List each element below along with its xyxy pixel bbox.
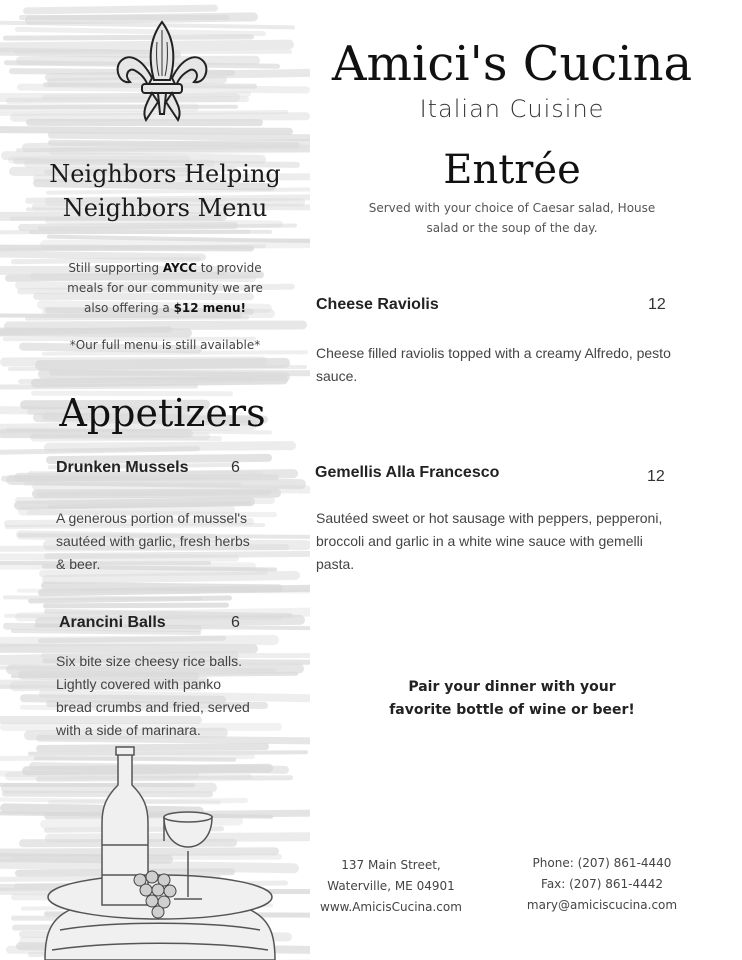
promo-line-3: [40, 298, 290, 318]
appetizer-description: [56, 650, 296, 742]
website-link[interactable]: www.AmicisCucina.com: [320, 900, 462, 914]
sidebar-promo: [40, 258, 290, 318]
contact-block: [496, 853, 708, 916]
fleur-de-lis-icon: [112, 18, 212, 128]
promo-org: AYCC: [162, 261, 197, 275]
desc-line: broccoli and garlic in a white wine sauce with gemelli: [316, 533, 643, 549]
entree-note: [320, 198, 704, 238]
email-link[interactable]: mary@amiciscucina.com: [526, 898, 678, 912]
desc-line: Six bite size cheesy rice balls.: [56, 653, 242, 669]
desc-line: pasta.: [316, 556, 355, 572]
appetizer-price: 6: [231, 459, 240, 476]
appetizer-name: Drunken Mussels: [56, 459, 189, 476]
promo-line-2: meals for our community we are: [67, 281, 263, 295]
brush-stroke: [0, 383, 198, 389]
restaurant-name: Amici's Cucina: [331, 36, 693, 92]
promo-text: Still supporting: [68, 261, 163, 275]
brush-stroke: [43, 603, 229, 609]
entree-name: Cheese Raviolis: [316, 296, 439, 313]
entree-price: 12: [648, 296, 666, 313]
phone-number: Phone: (207) 861-4440: [532, 856, 672, 870]
brush-stroke: [17, 589, 310, 594]
entree-note-line: Served with your choice of Caesar salad, House: [368, 201, 656, 215]
sidebar-heading-line1: Neighbors Helping: [49, 160, 281, 188]
address-line: Waterville, ME 04901: [327, 879, 455, 893]
desc-line: Lightly covered with panko: [56, 676, 221, 692]
promo-text: to provide: [196, 261, 262, 275]
wine-barrel-illustration: [40, 745, 280, 960]
promo-text: also offering a: [84, 301, 174, 315]
address-line: 137 Main Street,: [341, 858, 441, 872]
desc-line: with a side of marinara.: [56, 722, 201, 738]
pairing-note: [320, 676, 704, 722]
promo-line-1: [40, 258, 290, 278]
desc-line: sauce.: [316, 368, 358, 384]
promo-price: $12 menu!: [173, 301, 246, 315]
entree-heading: Entrée: [443, 147, 581, 193]
desc-line: A generous portion of mussel's: [56, 510, 248, 526]
full-menu-note: *Our full menu is still available*: [69, 338, 261, 352]
desc-line: bread crumbs and fried, served: [56, 699, 250, 715]
sidebar-heading: [40, 157, 290, 225]
entree-description: [316, 342, 726, 388]
appetizer-description: [56, 507, 296, 576]
restaurant-subtitle: Italian Cuisine: [419, 95, 605, 123]
desc-line: Sautéed sweet or hot sausage with peppers, pepperoni,: [316, 510, 663, 526]
brush-stroke: [0, 230, 250, 235]
entree-description: [316, 507, 726, 576]
appetizer-name: Arancini Balls: [59, 614, 166, 631]
fax-number: Fax: (207) 861-4442: [541, 877, 663, 891]
appetizers-heading: Appetizers: [59, 391, 266, 435]
address-block: [300, 855, 482, 918]
appetizer-price: 6: [231, 614, 240, 631]
desc-line: Cheese filled raviolis topped with a creamy Alfredo, pesto: [316, 345, 671, 361]
desc-line: & beer.: [56, 556, 101, 572]
pairing-line: Pair your dinner with your: [408, 679, 616, 695]
sidebar-heading-line2: Neighbors Menu: [62, 194, 268, 222]
pairing-line: favorite bottle of wine or beer!: [389, 702, 635, 718]
entree-price: 12: [647, 468, 665, 485]
brush-stroke: [0, 446, 200, 455]
desc-line: sautéed with garlic, fresh herbs: [56, 533, 250, 549]
entree-name: Gemellis Alla Francesco: [315, 464, 500, 481]
entree-note-line: salad or the soup of the day.: [426, 221, 598, 235]
